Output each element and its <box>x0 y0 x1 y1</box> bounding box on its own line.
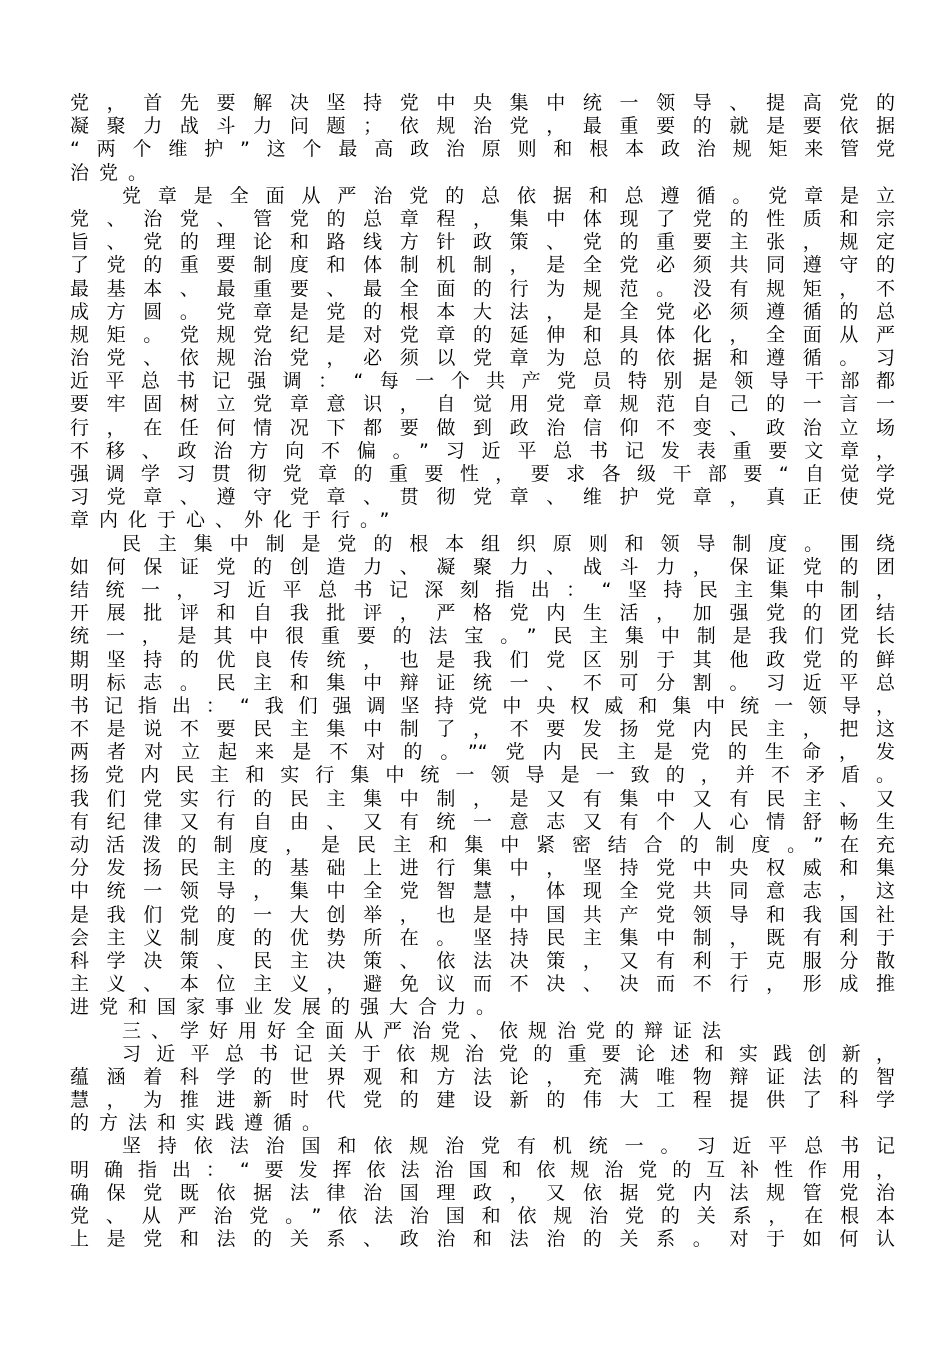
text-line: 党、治党、管党的总章程，集中体现了党的性质和宗 <box>70 207 895 230</box>
text-line: 规矩。党规党纪是对党章的延伸和具体化，全面从严 <box>70 323 895 346</box>
text-line: 治党。 <box>70 161 158 184</box>
text-line: 慧，为推进新时代党的建设新的伟大工程提供了科学 <box>70 1089 895 1112</box>
text-line: 强调学习贯彻党章的重要性，要求各级干部要“自觉学 <box>70 463 895 485</box>
text-line: 不是说不要民主集中制了，不要发扬党内民主，把这 <box>70 718 895 741</box>
text-line: 结统一，习近平总书记深刻指出：“坚持民主集中制， <box>70 578 895 601</box>
text-line: 党、从严治党。”依法治国和依规治党的关系，在根本 <box>70 1205 895 1227</box>
text-line: 统一，是其中很重要的法宝。”民主集中制是我们党长 <box>70 625 895 648</box>
text-line: 中统一领导，集中全党智慧，体现全党共同意志，这 <box>70 880 895 903</box>
text-line: 旨、党的理论和路线方针政策、党的重要主张，规定 <box>70 231 895 254</box>
text-line: 不移、政治方向不偏。”习近平总书记发表重要文章， <box>70 439 895 462</box>
text-line: 扬党内民主和实行集中统一领导是一致的，并不矛盾。 <box>70 764 895 787</box>
text-line: 进党和国家事业发展的强大合力。 <box>70 996 506 1019</box>
text-line: 两者对立起来是不对的。”“党内民主是党的生命，发 <box>70 741 895 764</box>
text-line: 成方圆。党章是党的根本大法，是全党必须遵循的总 <box>70 300 895 323</box>
paragraph-start-line: 坚持依法治国和依规治党有机统一。习近平总书记 <box>122 1135 895 1158</box>
text-line: 动活泼的制度，是民主和集中紧密结合的制度。”在充 <box>70 834 895 856</box>
text-line: 明确指出：“要发挥依法治国和依规治党的互补性作用， <box>70 1158 895 1181</box>
text-line: 分发扬民主的基础上进行集中，坚持党中央权威和集 <box>70 857 895 880</box>
text-line: 主义、本位主义，避免议而不决、决而不行，形成推 <box>70 973 895 996</box>
text-line: 如何保证党的创造力、凝聚力、战斗力，保证党的团 <box>70 555 895 578</box>
text-line: 开展批评和自我批评，严格党内生活，加强党的团结 <box>70 602 895 625</box>
text-line: 习党章、遵守党章、贯彻党章、维护党章，真正使党 <box>70 486 895 509</box>
text-line: 科学决策、民主决策、依法决策，又有利于克服分散 <box>70 949 895 972</box>
paragraph-start-line: 党章是全面从严治党的总依据和总遵循。党章是立 <box>122 184 895 207</box>
text-line: 期坚持的优良传统，也是我们党区别于其他政党的鲜 <box>70 648 895 671</box>
text-line: 章内化于心、外化于行。” <box>70 509 400 532</box>
text-line: 治党、依规治党，必须以党章为总的依据和遵循。习 <box>70 347 895 370</box>
text-line: 明标志。民主和集中辩证统一、不可分割。习近平总 <box>70 671 895 694</box>
text-line: 要牢固树立党章意识，自觉用党章规范自己的一言一 <box>70 393 895 416</box>
text-line: 是我们党的一大创举，也是中国共产党领导和我国社 <box>70 903 895 926</box>
text-line: 有纪律又有自由、又有统一意志又有个人心情舒畅生 <box>70 810 895 833</box>
text-line: 了党的重要制度和体制机制，是全党必须共同遵守的 <box>70 254 895 277</box>
text-line: 凝聚力战斗力问题；依规治党，最重要的就是要依据 <box>70 115 895 138</box>
document-body <box>70 92 895 1251</box>
text-line: 我们党实行的民主集中制，是又有集中又有民主、又 <box>70 787 895 810</box>
section-heading: 三、学好用好全面从严治党、依规治党的辩证法 <box>122 1019 732 1042</box>
text-line: 确保党既依据法律治国理政，又依据党内法规管党治 <box>70 1181 895 1204</box>
text-line: 上是党和法的关系、政治和法治的关系。对于如何认 <box>70 1228 895 1251</box>
text-line: “两个维护”这个最高政治原则和根本政治规矩来管党 <box>70 138 895 161</box>
text-line: 蕴涵着科学的世界观和方法论，充满唯物辩证法的智 <box>70 1065 895 1088</box>
paragraph-start-line: 习近平总书记关于依规治党的重要论述和实践创新， <box>122 1042 895 1065</box>
paragraph-start-line: 民主集中制是党的根本组织原则和领导制度。围绕 <box>122 532 895 555</box>
text-line: 行，在任何情况下都要做到政治信仰不变、政治立场 <box>70 416 895 439</box>
text-line: 的方法和实践遵循。 <box>70 1112 332 1135</box>
text-line: 最基本、最重要、最全面的行为规范。没有规矩，不 <box>70 277 895 300</box>
text-line: 会主义制度的优势所在。坚持民主集中制，既有利于 <box>70 926 895 949</box>
text-line: 党，首先要解决坚持党中央集中统一领导、提高党的 <box>70 92 895 114</box>
text-line: 近平总书记强调：“每一个共产党员特别是领导干部都 <box>70 370 895 393</box>
text-line: 书记指出：“我们强调坚持党中央权威和集中统一领导， <box>70 694 895 717</box>
